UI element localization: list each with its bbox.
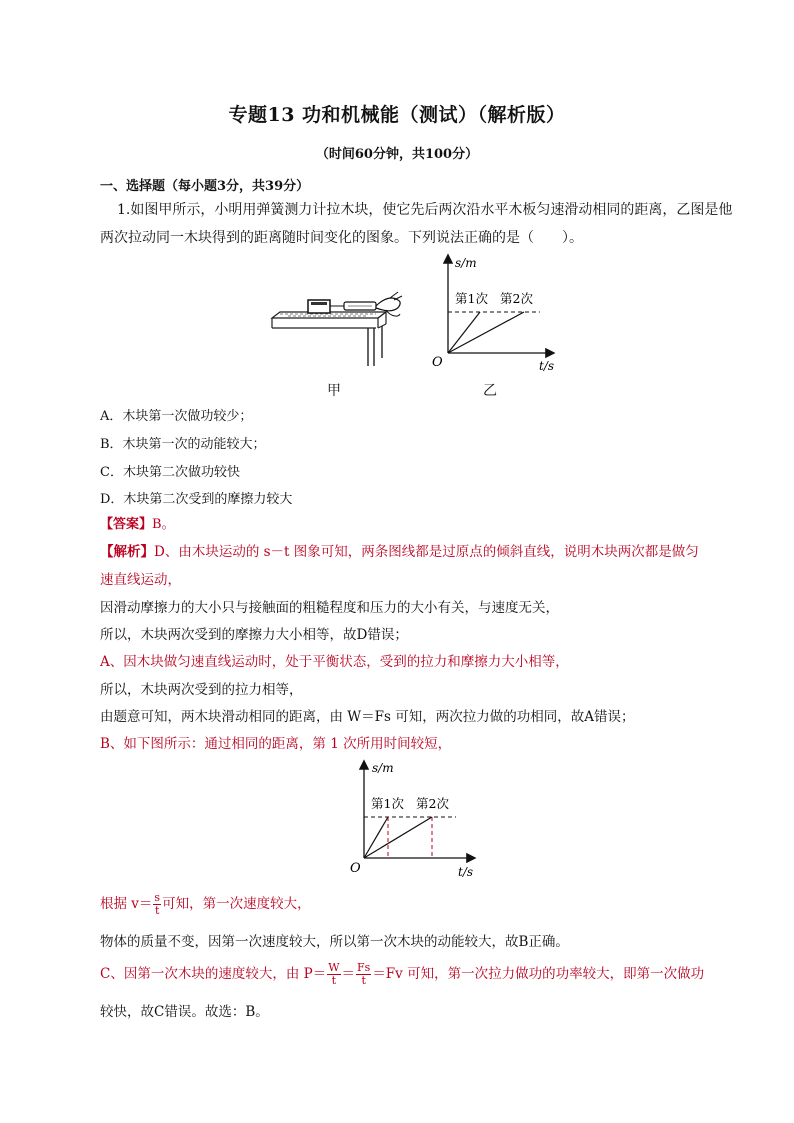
answer-label: 答案 xyxy=(113,517,140,532)
analysis-a-line1: A、因木块做匀速直线运动时，处于平衡状态，受到的拉力和摩擦力大小相等， xyxy=(100,654,569,670)
answer-value: B。 xyxy=(152,517,175,532)
analysis-d-line4: 所以，木块两次受到的摩擦力大小相等，故D错误； xyxy=(100,627,408,643)
series-first-line xyxy=(448,312,480,353)
question-stem-line2: 两次拉动同一木块得到的距离随时间变化的图象。下列说法正确的是（ ）。 xyxy=(100,230,583,246)
page-subtitle: （时间60分钟，共100分） xyxy=(315,147,479,162)
figure-jia-label: 甲 xyxy=(327,383,341,399)
legend-second: 第2次 xyxy=(500,291,533,306)
page-title: 专题13 功和机械能（测试）（解析版） xyxy=(228,104,566,126)
x-axis-label: t/s xyxy=(458,865,474,879)
fraction-s-over-t: $\frac{s}{t}$ xyxy=(154,891,161,917)
option-b: B．木块第一次的动能较大； xyxy=(100,437,266,452)
series-second-line xyxy=(364,817,432,858)
analysis-a-line3: 由题意可知，两木块滑动相同的距离，由 W＝Fs 可知，两次拉力做的功相同，故A错误； xyxy=(100,709,635,725)
y-axis-label: s/m xyxy=(455,256,477,270)
x-axis-label: t/s xyxy=(539,359,555,373)
answer-line: 【答案】B。 xyxy=(100,517,175,532)
analysis-d-line2: 速直线运动， xyxy=(100,572,181,588)
fraction-w-over-t: $\frac{W}{t}$ xyxy=(328,961,340,987)
analysis-b-line1: B、如下图所示：通过相同的距离，第 1 次所用时间较短， xyxy=(100,736,452,752)
y-axis-label: s/m xyxy=(372,761,394,775)
analysis-d-line3: 因滑动摩擦力的大小只与接触面的粗糙程度和压力的大小有关，与速度无关， xyxy=(100,600,559,616)
origin-label: O xyxy=(350,861,361,876)
analysis-b-line2: 根据 v＝ $\frac{s}{t}$ 可知，第一次速度较大， xyxy=(100,891,311,917)
analysis-c-line1: C、因第一次木块的速度较大，由 P＝ $\frac{W}{t}$ ＝ $\frac{Fs}{t}$ ＝Fv 可知，第一次拉力做功的功率较大，即第一次做功 xyxy=(100,961,705,987)
option-d: D．木块第二次受到的摩擦力较大 xyxy=(100,492,293,507)
analysis-c-line2: 较快，故C错误。故选：B。 xyxy=(100,1004,269,1020)
series-first-line xyxy=(364,817,388,858)
figure-yi-label: 乙 xyxy=(483,383,497,399)
analysis-b-line3: 物体的质量不变，因第一次速度较大，所以第一次木块的动能较大，故B正确。 xyxy=(100,934,569,950)
legend-second: 第2次 xyxy=(416,796,449,811)
figure-yi-st-graph xyxy=(428,252,558,374)
origin-label: O xyxy=(432,355,443,370)
analysis-a-line2: 所以，木块两次受到的拉力相等， xyxy=(100,682,303,698)
legend-first: 第1次 xyxy=(455,291,488,306)
analysis-label: 解析 xyxy=(113,544,141,560)
analysis-st-graph xyxy=(342,758,482,880)
legend-first: 第1次 xyxy=(371,796,404,811)
option-c: C．木块第二次做功较快 xyxy=(100,465,240,480)
fraction-fs-over-t: $\frac{Fs}{t}$ xyxy=(357,961,371,987)
series-second-line xyxy=(448,312,524,353)
figure-jia-apparatus xyxy=(268,288,418,368)
section-heading: 一、选择题（每小题3分，共39分） xyxy=(100,179,310,194)
analysis-d-line1: 【解析】D、由木块运动的 s－t 图象可知，两条图线都是过原点的倾斜直线，说明木块两次都是做匀 xyxy=(100,544,699,560)
option-a: A．木块第一次做功较少； xyxy=(100,409,253,424)
question-stem-line1: 1.如图甲所示，小明用弹簧测力计拉木块，使它先后两次沿水平木板匀速滑动相同的距离，乙图是他 xyxy=(117,202,733,218)
